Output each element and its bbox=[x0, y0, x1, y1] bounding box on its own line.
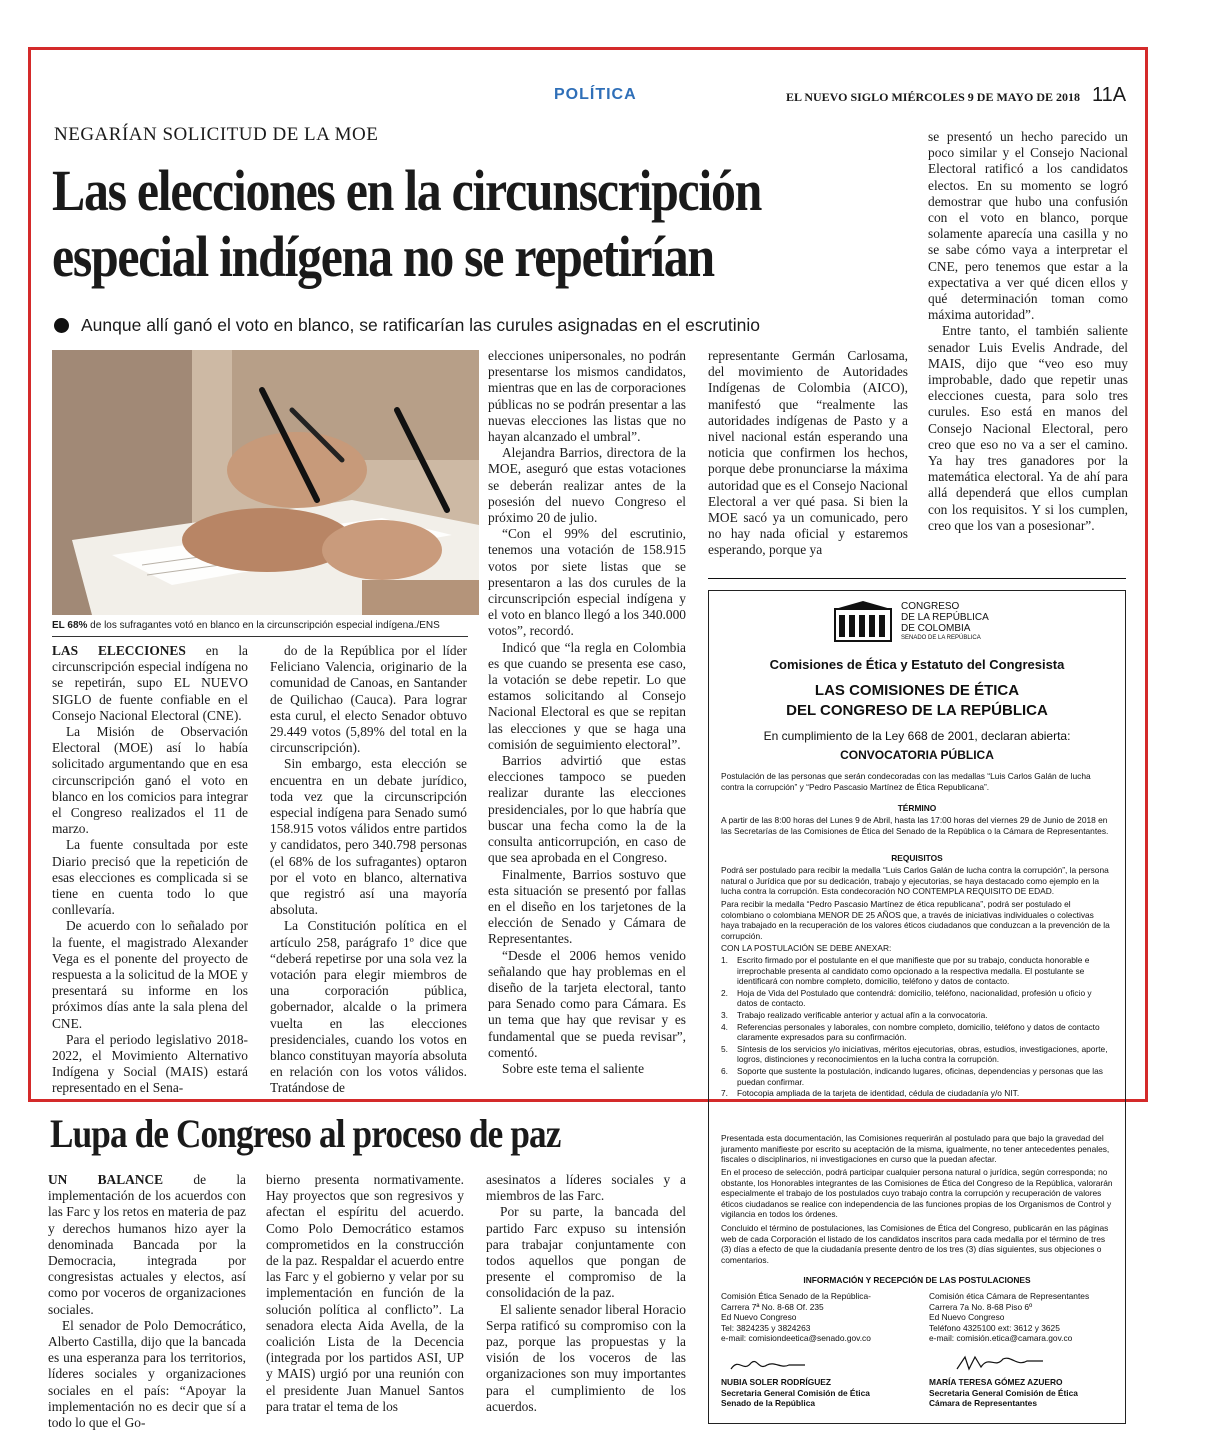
anexar-item bbox=[721, 1010, 1113, 1021]
anexar-item bbox=[721, 1088, 1113, 1099]
paragraph-text: Sobre este tema el saliente bbox=[502, 1060, 645, 1076]
contact-line: Comisión Ética Senado de la República- bbox=[721, 1291, 871, 1301]
paragraph-text: La fuente consultada por este Diario precisó que la repetición de esas elecciones es complicada si se tiene en cuenta todo lo que conllevaría. bbox=[52, 837, 248, 918]
paragraph bbox=[48, 1172, 246, 1318]
notice-convocatoria: CONVOCATORIA PÚBLICA bbox=[840, 748, 994, 762]
notice-para-2: En el proceso de selección, podrá participar cualquier persona natural o jurídica, según corresponda; no obstante, los Honorables integrantes de las Comisiones de Ética del Congreso de la República, valorarán especialmente el trabajo de los postulados cuyo trabajo contra la corrupción y recuperación de valores éticos ciudadanos se realice con independencia de las funciones propias de los Organismos de Control y vigilancia en todos los órdenes. bbox=[721, 1167, 1113, 1220]
paragraph-text: Sin embargo, esta elección se encuentra en un debate jurídico, toda vez que la circunscripción especial indígena para Senado sumó 158.915 votos válidos entre partidos y candidatos, pero 340.798 personas (el 68% de los sufragantes) optaron por el voto en blanco, alternativa que registró así una mayoría absoluta. bbox=[270, 756, 467, 918]
requisito-1: Podrá ser postulado para recibir la medalla “Luis Carlos Galán de lucha contra la corrupción”, la persona natural o Jurídica que por su dedicación, trabajo y ejecutorias, se haya destacado como ejemplo en la lucha contra la corrupción. Esta condecoración NO CONTEMPLA REQUISITO DE EDAD. bbox=[721, 865, 1109, 897]
signer-left bbox=[721, 1377, 921, 1409]
anexar-item-text: Referencias personales y laborales, con nombre completo, domicilio, teléfono y datos de contacto claramente expresados para su confirmación. bbox=[737, 1021, 1100, 1043]
logo-line-4: SENADO DE LA REPÚBLICA bbox=[901, 635, 981, 641]
termino-title: TÉRMINO bbox=[897, 803, 937, 813]
paragraph-text: en la circunscripción especial indígena no se repetirán, supo EL NUEVO SIGLO de fuente confiable en el Consejo Nacional Electoral (CNE). bbox=[52, 643, 248, 723]
anexar-item-text: Fotocopia ampliada de la tarjeta de identidad, cédula de ciudadanía y/o NIT. bbox=[737, 1088, 1020, 1099]
requisito-2: Para recibir la medalla “Pedro Pascasio Martínez de ética republicana”, podrá ser postulado el colombiano o colombiana MENOR DE 25 AÑOS que, a través de iniciativas individuales o colectivas haya trabajado en la recuperación de los valores éticos ciudadanos que conduzcan a la prevención de la corrupción. bbox=[721, 899, 1110, 941]
paragraph-text: asesinatos a líderes sociales y a miembros de las Farc. bbox=[486, 1172, 686, 1204]
caption-bold: EL 68% bbox=[52, 620, 88, 631]
caption-text: de los sufragantes votó en blanco en la circunscripción especial indígena./ENS bbox=[90, 620, 440, 631]
anexar-item-number: 1. bbox=[721, 955, 728, 965]
paragraph-text: Indicó que “la regla en Colombia es que cuando se presenta ese caso, la votación se debe repetir. Lo que estamos solicitando al Consejo Nacional Electoral es que se repitan las elecciones y que se haga una comisión de seguimiento electoral”. bbox=[488, 639, 686, 752]
senate-contact bbox=[721, 1291, 921, 1344]
paragraph-text: “Desde el 2006 hemos venido señalando que hay problemas en el diseño de la tarjeta electoral, tanto para Senado como para Cámara. Es un tema que hay que revisar y es fundamental que se pueda revisar”, comentó. bbox=[488, 947, 686, 1060]
anexar-item-number: 4. bbox=[721, 1021, 728, 1032]
signer-right-role-2: Cámara de Representantes bbox=[929, 1398, 1037, 1409]
notice-law: En cumplimiento de la Ley 668 de 2001, declaran abierta: bbox=[763, 729, 1071, 743]
anexar-item bbox=[721, 1066, 1113, 1087]
contact-line: e-mail: comisiondeetica@senado.gov.co bbox=[721, 1333, 871, 1344]
paragraph-text: La Misión de Observación Electoral (MOE) así lo había solicitado argumentando que en esa circunscripción ganó el voto en blanco en los comicios para integrar el Congreso realizados el 11 de marzo. bbox=[52, 724, 248, 837]
paragraph-text: bierno presenta normativamente. Hay proyectos que son regresivos y afectan el espíritu del acuerdo. Como Polo Democrático estamos comprometidos en la construcción de la paz. Respaldar el acuerdo entre las Farc y el gobierno y velar por su implementación en función de la solución política al conflicto”. La senadora electa Aida Avella, de la coalición Lista de la Decencia (integrada por los partidos ASI, UP y MAIS) urgió por una reunión con el presidente Juan Manuel Santos para tratar el tema de los bbox=[266, 1172, 464, 1414]
signer-left-role-1: Secretaria General Comisión de Ética bbox=[721, 1387, 870, 1398]
section-label: POLÍTICA bbox=[554, 86, 637, 103]
contact-line: Carrera 7ª No. 8-68 Of. 235 bbox=[721, 1301, 824, 1312]
anexar-item bbox=[721, 988, 1113, 1009]
termino-text: A partir de las 8:00 horas del Lunes 9 de Abril, hasta las 17:00 horas del viernes 29 de Junio de 2018 en las Secretarías de las Comisiones de Ética del Senado de la República o la Cámara de Representantes. bbox=[721, 815, 1109, 836]
signer-left-name: NUBIA SOLER RODRÍGUEZ bbox=[721, 1377, 831, 1387]
notice-para-3: Concluido el término de postulaciones, las Comisiones de Ética del Congreso, publicarán en las páginas web de cada Corporación el listado de los candidatos inscritos para cada medalla por el término de tres (3) días a efecto de que la ciudadanía presente dentro de los tres (3) días siguientes, sus objeciones o comentarios. bbox=[721, 1223, 1109, 1265]
signature-left bbox=[729, 1355, 809, 1375]
anexar-item-text: Trabajo realizado verificable anterior y actual afín a la convocatoria. bbox=[737, 1009, 988, 1020]
public-notice bbox=[708, 590, 1126, 1424]
signer-right bbox=[929, 1377, 1125, 1409]
paragraph-text: De acuerdo con lo señalado por la fuente, el magistrado Alexander Vega es el ponente del proyecto de respuesta a la solicitud de la MOE y presentará su informe en los próximos días ante la sala plena del CNE. bbox=[52, 918, 248, 1031]
anexar-item-text: Escrito firmado por el postulante en el que manifieste que por su trabajo, conducta honorable e irreprochable presenta al candidato como opcionado a la respectiva medalla. El postulante se identificará con nombre completo, domicilio, teléfono y datos de contacto. bbox=[737, 955, 1090, 987]
paragraph-text: Barrios advirtió que estas elecciones tampoco se pueden realizar durante las elecciones presidenciales, por lo que habría que buscar una fecha como la de la consulta anticorrupción, en caso de que sea aprobada en el Congreso. bbox=[488, 753, 686, 866]
signer-right-name: MARÍA TERESA GÓMEZ AZUERO bbox=[929, 1377, 1063, 1387]
paragraph-text: elecciones unipersonales, no podrán presentarse los mismos candidatos, mientras que en las de corporaciones públicas no se podrán presentar a las nuevas elecciones las listas que no hayan alcanzado el umbral”. bbox=[488, 348, 686, 445]
anexar-item bbox=[721, 1022, 1113, 1043]
paragraph-text: Por su parte, la bancada del partido Farc expuso su intensión para trabajar conjuntamente con todos aquellos que pongan de presente el compromiso de la consolidación de la paz. bbox=[486, 1204, 686, 1301]
congress-logo bbox=[831, 599, 1051, 645]
contact-line: Carrera 7a No. 8-68 Piso 6º bbox=[929, 1301, 1033, 1312]
paragraph-text: Alejandra Barrios, directora de la MOE, aseguró que estas votaciones se deberán realizar antes de la posesión del nuevo Congreso el próximo 20 de julio. bbox=[488, 445, 686, 526]
paragraph-text: de la implementación de los acuerdos con las Farc y los retos en materia de paz y derechos humanos hizo ayer la denominada Bancada por la Democracia, integrada por congresistas actuales y electos, así como por voceros de organizaciones sociales. bbox=[48, 1172, 246, 1317]
paragraph-text: do de la República por el líder Feliciano Valencia, originario de la comunidad de Canoas, en Santander de Quilichao (Cauca). Para lograr esta curul, el electo Senador obtuvo 29.449 votos (5,89% del total en la circunscripción). bbox=[270, 643, 467, 756]
article-headline: Las elecciones en la circunscripción especial indígena no se repetirían bbox=[52, 158, 762, 289]
lead-in: LAS ELECCIONES bbox=[52, 643, 186, 658]
article2-headline: Lupa de Congreso al proceso de paz bbox=[50, 1111, 561, 1156]
paragraph-text: El saliente senador liberal Horacio Serpa ratificó su compromiso con la paz, porque las propuestas y la visión de los voceros de las organizaciones son muy importantes para el cumplimiento de los acuerdos. bbox=[486, 1301, 686, 1414]
anexar-item-number: 2. bbox=[721, 987, 728, 998]
capitol-icon bbox=[831, 599, 895, 643]
article2-column-3 bbox=[486, 1172, 686, 1415]
signature-right bbox=[955, 1353, 1045, 1373]
paragraph bbox=[486, 1302, 686, 1415]
paragraph-text: Para el periodo legislativo 2018-2022, el Movimiento Alternativo Indígena y Social (MAIS) estará representado en el Sena- bbox=[52, 1031, 248, 1096]
anexar-item-number: 7. bbox=[721, 1088, 728, 1099]
requisitos-title: REQUISITOS bbox=[891, 853, 943, 863]
contact-line: Comisión ética Cámara de Representantes bbox=[929, 1291, 1090, 1301]
anexar-item-text: Síntesis de los servicios y/o iniciativas, méritos ejecutorias, obras, estudios, investigaciones, aporte, logros, distinciones y reconocimientos en la lucha contra la corrupción. bbox=[737, 1043, 1108, 1065]
anexar-item-text: Hoja de Vida del Postulado que contendrá: domicilio, teléfono, nacionalidad, profesión u oficio y datos de contacto. bbox=[737, 987, 1092, 1009]
signer-left-role-2: Senado de la República bbox=[721, 1398, 816, 1409]
chamber-contact bbox=[929, 1291, 1119, 1344]
anexar-item-text: Soporte que sustente la postulación, indicando lugares, oficinas, dependencias y personas que las puedan confirmar. bbox=[737, 1065, 1103, 1087]
anexar-item-number: 6. bbox=[721, 1065, 728, 1076]
article2-column-1 bbox=[48, 1172, 246, 1431]
anexar-item bbox=[721, 1044, 1113, 1065]
anexar-item bbox=[721, 955, 1113, 987]
paragraph bbox=[486, 1172, 686, 1204]
contact-line: Ed Nuevo Congreso bbox=[929, 1312, 1005, 1323]
contact-line: e-mail: comisión.etica@camara.gov.co bbox=[929, 1333, 1073, 1344]
paragraph-text: La Constitución política en el artículo 258, parágrafo 1º dice que “deberá repetirse por una sola vez la votación para elegir miembros de una corporación pública, gobernador, alcalde o la primera vuelta en las elecciones presidenciales, cuando los votos en blanco constituyan mayoría absoluta en relación con los votos válidos. Tratándose de bbox=[270, 918, 467, 1096]
paragraph bbox=[48, 1318, 246, 1431]
anexar-title: CON LA POSTULACIÓN SE DEBE ANEXAR: bbox=[721, 943, 892, 953]
paragraph bbox=[486, 1204, 686, 1301]
logo-line-3: DE COLOMBIA bbox=[901, 623, 971, 634]
paragraph-text: Finalmente, Barrios sostuvo que esta situación se presentó por fallas en el diseño en los tarjetones de la elección de Senado y Cámara de Representantes. bbox=[488, 866, 686, 947]
notice-intro: Postulación de las personas que serán condecoradas con las medallas “Luis Carlos Galán de lucha contra la corrupción” y “Pedro Pascasio Martínez de Ética Republicana”. bbox=[721, 771, 1091, 792]
article2-column-2 bbox=[266, 1172, 464, 1415]
contact-line: Tel: 3824235 y 3824263 bbox=[721, 1322, 811, 1333]
masthead-date: EL NUEVO SIGLO MIÉRCOLES 9 DE MAYO DE 2018 bbox=[786, 90, 1081, 104]
contact-line: Ed Nuevo Congreso bbox=[721, 1312, 797, 1323]
lead-in: UN BALANCE bbox=[48, 1172, 164, 1187]
notice-title-1: Comisiones de Ética y Estatuto del Congresista bbox=[769, 657, 1065, 672]
anexar-item-number: 3. bbox=[721, 1009, 728, 1020]
notice-title-2a: LAS COMISIONES DE ÉTICA bbox=[814, 682, 1020, 699]
logo-line-1: CONGRESO bbox=[901, 601, 960, 612]
paragraph-text: “Con el 99% del escrutinio, tenemos una votación de 158.915 votos por siete listas que se presentaron a las dos curules de la circunscripción especial indígena y el voto en blanco llegó a los 340.000 votos”, recordó. bbox=[488, 526, 686, 639]
signer-right-role-1: Secretaria General Comisión de Ética bbox=[929, 1387, 1078, 1398]
article-kicker: NEGARÍAN SOLICITUD DE LA MOE bbox=[54, 124, 379, 145]
paragraph bbox=[266, 1172, 464, 1415]
logo-line-2: DE LA REPÚBLICA bbox=[901, 612, 989, 623]
contact-line: Teléfono 4325100 ext: 3612 y 3625 bbox=[929, 1322, 1060, 1333]
logo-text bbox=[901, 601, 989, 642]
notice-para-1: Presentada esta documentación, las Comisiones requerirán al postulado para que bajo la gravedad del juramento manifieste por escrito su aceptación de la misma, igualmente, no tener antecedentes penales, fiscales o disciplinarios, ni investigaciones en curso que la puedan afectar. bbox=[721, 1133, 1110, 1165]
page-number: 11A bbox=[1092, 84, 1127, 106]
anexar-list bbox=[721, 955, 1113, 1100]
subhead-text: Aunque allí ganó el voto en blanco, se ratificarían las curules asignadas en el escrutinio bbox=[81, 315, 761, 335]
paragraph-text: Entre tanto, el también saliente senador Luis Evelis Andrade, del MAIS, dijo que “veo eso muy improbable, dado que repetir unas elecciones cuesta, para solo tres curules. Eso está en manos del Consejo Nacional Electoral, pero creo que eso no va a ser el camino. Ya hay tres ganadores por la matemática electoral. Ya de ahí para allá dependerá que ellos cumplan con los requisitos. Y si los cumplen, creo que los van a posesionar”. bbox=[928, 323, 1128, 533]
paragraph-text: se presentó un hecho parecido un poco similar y el Consejo Nacional Electoral ratificó a los candidatos electos. En su momento se logró demostrar que hubo una confusión con el voto en blanco, porque solamente aparecía una casilla y no se sabe cómo vaya a interpretar el CNE, pero tenemos que estar a la expectativa a ver qué dicen ellos y qué determinación toman como máxima autoridad”. bbox=[928, 129, 1128, 323]
paragraph-text: El senador de Polo Democrático, Alberto Castilla, dijo que la bancada es una esperanza para los territorios, líderes sociales y organizaciones sociales en el país: “Apoyar la implementación no es decir que sí a todo lo que el Go- bbox=[48, 1317, 246, 1431]
paragraph-text: representante Germán Carlosama, del movimiento de Autoridades Indígenas de Colombia (AICO), manifestó que “realmente las autoridades indígenas de Pasto y a nivel nacional están esperando una noticia que confirmen los hechos, porque debe pronunciarse la máxima autoridad que es el Consejo Nacional Electoral a ver qué pasa. Si bien la MOE sacó ya un comunicado, pero no hay nada oficial y estaremos esperando, porque ya bbox=[708, 348, 908, 558]
notice-title-2b: DEL CONGRESO DE LA REPÚBLICA bbox=[786, 702, 1048, 719]
anexar-item-number: 5. bbox=[721, 1043, 728, 1054]
info-title: INFORMACIÓN Y RECEPCIÓN DE LAS POSTULACIONES bbox=[803, 1275, 1031, 1285]
